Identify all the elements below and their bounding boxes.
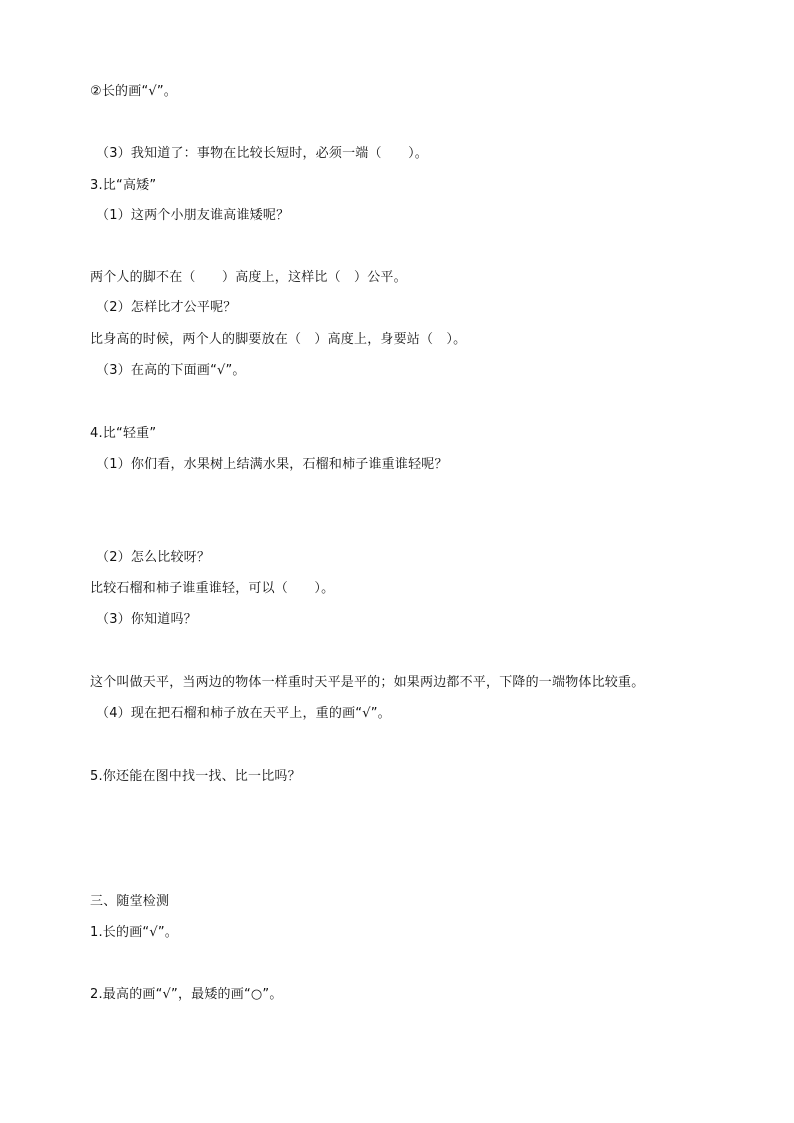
balance-scale-explanation: 这个叫做天平，当两边的物体一样重时天平是平的；如果两边都不平，下降的一端物体比较重。: [90, 675, 645, 690]
question-4-mark-heavier: （4）现在把石榴和柿子放在天平上，重的画“√”。: [96, 706, 391, 721]
question-3-mark-taller: （3）在高的下面画“√”。: [96, 363, 246, 378]
section-5-find-and-compare: 5.你还能在图中找一找、比一比吗？: [90, 769, 301, 784]
question-2-fair-comparison: （2）怎样比才公平呢？: [96, 300, 237, 315]
fill-in-feet-height: 两个人的脚不在（ ）高度上，这样比（ ）公平。: [90, 270, 407, 285]
fill-in-height-rule: 比身高的时候，两个人的脚要放在（ ）高度上，身要站（ ）。: [90, 332, 467, 347]
section-4-weight-heading: 4.比“轻重”: [90, 426, 157, 441]
question-1-who-is-taller: （1）这两个小朋友谁高谁矮呢？: [96, 208, 290, 223]
question-1-fruit-weight: （1）你们看，水果树上结满水果，石榴和柿子谁重谁轻呢？: [96, 457, 448, 472]
question-3-do-you-know: （3）你知道吗？: [96, 612, 197, 627]
test-1-mark-longer: 1.长的画“√”。: [90, 925, 178, 940]
section-3-height-heading: 3.比“高矮”: [90, 178, 157, 193]
fill-in-comparison-method: 比较石榴和柿子谁重谁轻，可以（ ）。: [90, 581, 335, 596]
question-3-length-conclusion: （3）我知道了：事物在比较长短时，必须一端（ ）。: [96, 146, 428, 161]
instruction-long-check: ②长的画“√”。: [90, 84, 178, 99]
section-three-classroom-test-heading: 三、随堂检测: [90, 894, 170, 909]
test-2-mark-tallest-shortest: 2.最高的画“√”，最矮的画“○”。: [90, 987, 283, 1002]
question-2-how-to-compare: （2）怎么比较呀？: [96, 550, 211, 565]
